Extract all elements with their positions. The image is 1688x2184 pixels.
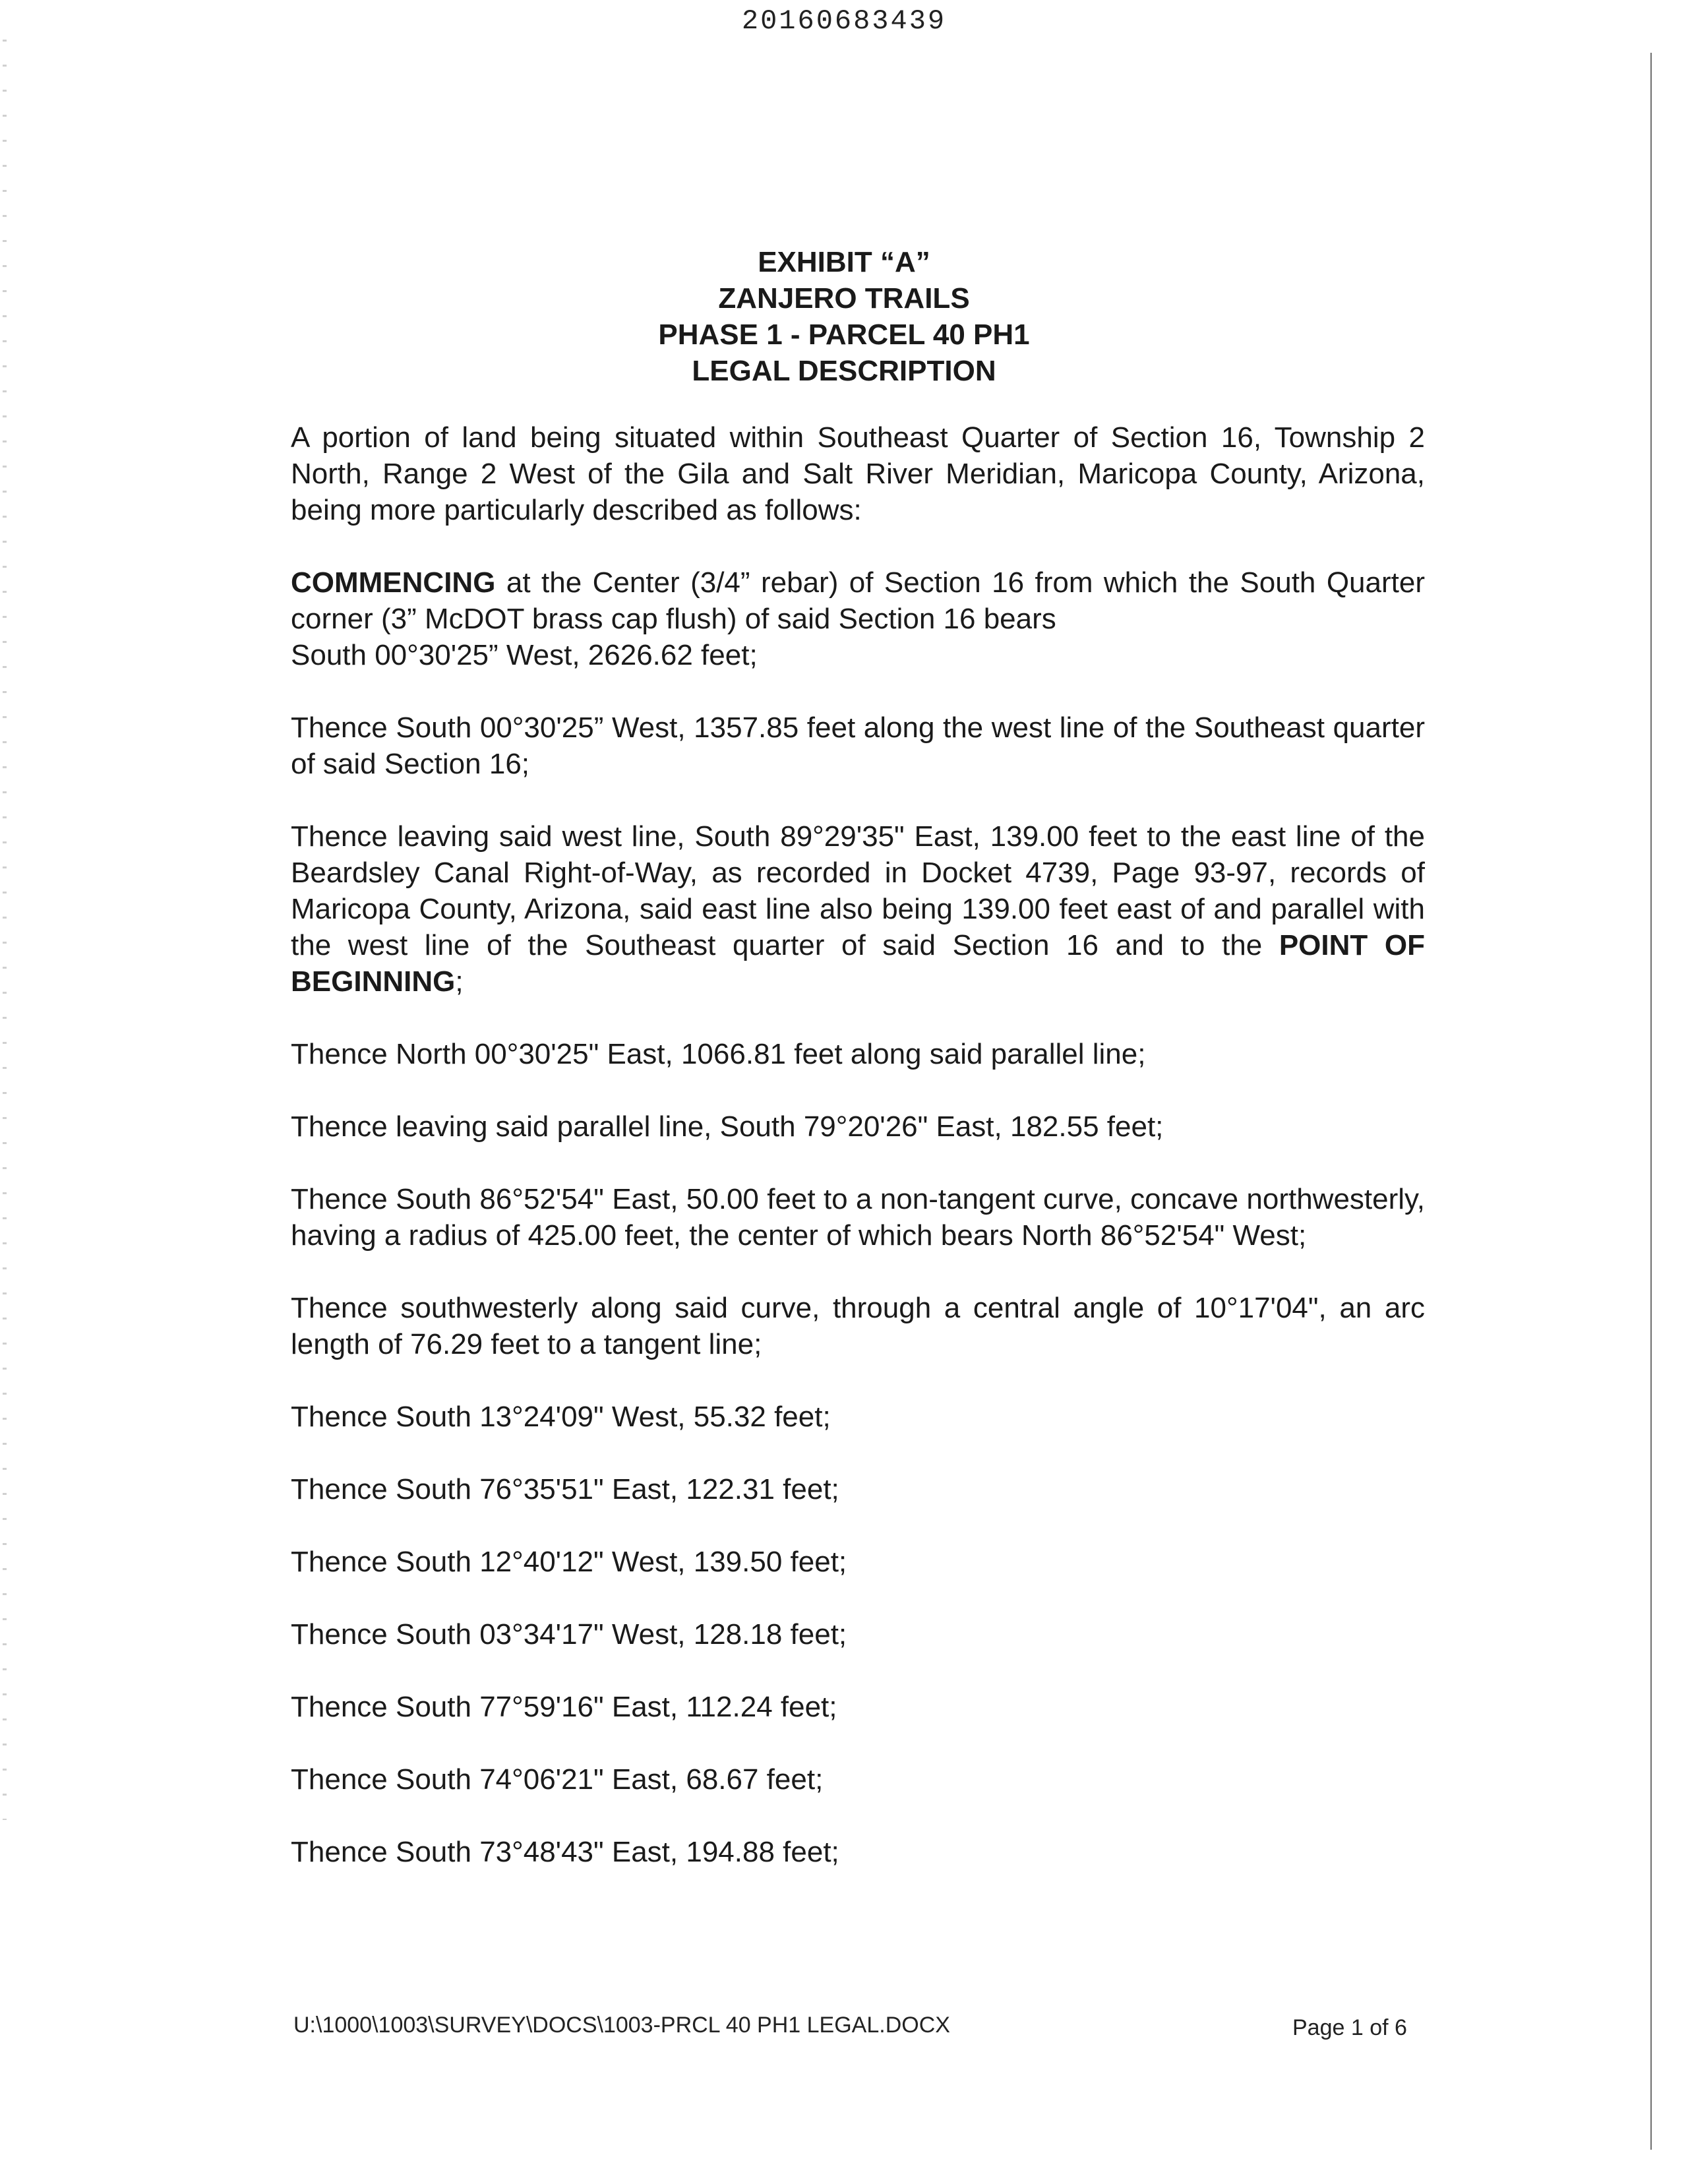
commencing-paragraph <box>291 564 1425 673</box>
call-paragraph: Thence leaving said parallel line, South 79°20'26" East, 182.55 feet; <box>291 1110 1164 1143</box>
call-suffix: ; <box>455 965 464 998</box>
commencing-bearing: South 00°30'25” West, 2626.62 feet; <box>291 639 758 671</box>
legal-description-body <box>291 419 1425 1906</box>
document-heading <box>0 244 1688 389</box>
commencing-keyword: COMMENCING <box>291 566 496 599</box>
call-paragraph: Thence South 74°06'21" East, 68.67 feet; <box>291 1763 824 1796</box>
heading-parcel: PHASE 1 - PARCEL 40 PH1 <box>658 318 1030 351</box>
heading-legal-description: LEGAL DESCRIPTION <box>692 355 996 387</box>
call-paragraph: Thence South 86°52'54" East, 50.00 feet to a non-tangent curve, concave northwesterly, having a radius of 425.00 feet, the center of which bears North 86°52'54" West; <box>291 1183 1425 1252</box>
call-paragraph: Thence South 00°30'25” West, 1357.85 feet along the west line of the Southeast quarter of said Section 16; <box>291 712 1425 780</box>
call-paragraph: Thence South 12°40'12" West, 139.50 feet; <box>291 1546 847 1578</box>
footer-file-path: U:\1000\1003\SURVEY\DOCS\1003-PRCL 40 PH1 LEGAL.DOCX <box>293 2013 950 2038</box>
heading-project: ZANJERO TRAILS <box>718 282 970 315</box>
commencing-text: at the Center (3/4” rebar) of Section 16 from which the South Quarter corner (3” McDOT brass cap flush) of said Section 16 bears <box>291 566 1425 635</box>
intro-paragraph: A portion of land being situated within Southeast Quarter of Section 16, Township 2 North, Range 2 West of the Gila and Salt River Meridian, Maricopa County, Arizona, being more particularly described as follows: <box>291 421 1425 526</box>
call-paragraph: Thence southwesterly along said curve, through a central angle of 10°17'04", an arc length of 76.29 feet to a tangent line; <box>291 1292 1425 1360</box>
call-paragraph: Thence South 73°48'43" East, 194.88 feet; <box>291 1836 839 1868</box>
footer-page-number: Page 1 of 6 <box>1292 2015 1407 2040</box>
recording-number: 20160683439 <box>741 5 947 37</box>
call-paragraph: Thence South 13°24'09" West, 55.32 feet; <box>291 1401 831 1433</box>
call-paragraph: Thence South 77°59'16" East, 112.24 feet; <box>291 1691 837 1723</box>
call-paragraph-pob <box>291 818 1425 1000</box>
call-text: Thence leaving said west line, South 89°29'35" East, 139.00 feet to the east line of the Beardsley Canal Right-of-Way, as recorded in Docket 4739, Page 93-97, records of Maricopa County, Arizona, said east line also being 139.00 feet east of and parallel with the west line of the Southeast quarter of said Section 16 and to the <box>291 820 1425 961</box>
call-paragraph: Thence South 03°34'17" West, 128.18 feet; <box>291 1618 847 1651</box>
point-of-beginning-keyword: POINT OF BEGINNING <box>291 929 1425 998</box>
heading-exhibit: EXHIBIT “A” <box>758 246 930 278</box>
call-paragraph: Thence North 00°30'25" East, 1066.81 feet along said parallel line; <box>291 1038 1146 1070</box>
call-paragraph: Thence South 76°35'51" East, 122.31 feet; <box>291 1473 839 1505</box>
